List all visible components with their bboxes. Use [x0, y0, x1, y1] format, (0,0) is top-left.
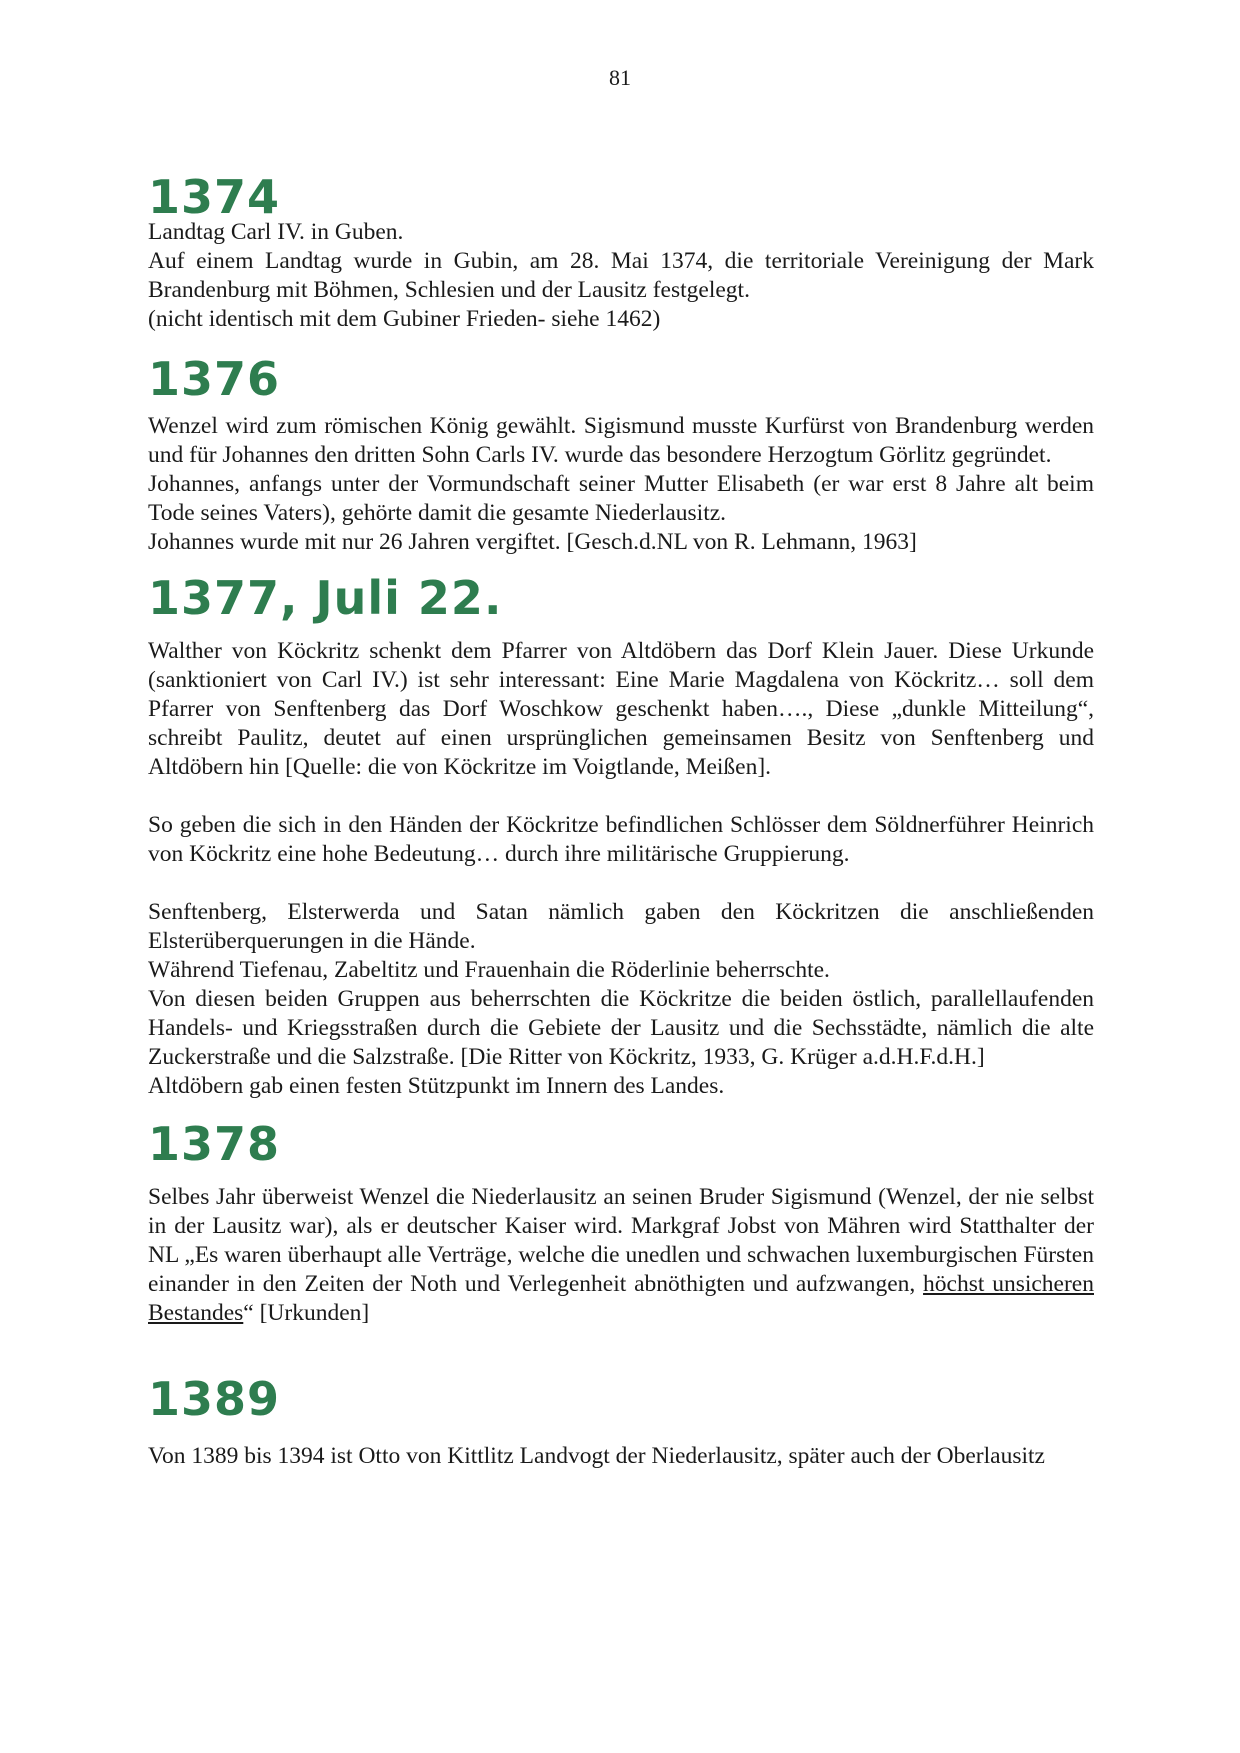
paragraph: Von 1389 bis 1394 ist Otto von Kittlitz Landvogt der Niederlausitz, später auch der Oberlausitz: [148, 1443, 1045, 1469]
section-heading: 1374: [148, 170, 281, 224]
paragraph: Landtag Carl IV. in Guben.: [148, 219, 404, 245]
paragraph: Senftenberg, Elsterwerda und Satan nämlich gaben den Köckritzen die anschließenden Elsterüberquerungen in die Hände.: [148, 899, 1094, 954]
paragraph: So geben die sich in den Händen der Köckritze befindlichen Schlösser dem Söldnerführer Heinrich von Köckritz eine hohe Bedeutung… durch ihre militärische Gruppierung.: [148, 812, 1094, 867]
paragraph: Altdöbern gab einen festen Stützpunkt im Innern des Landes.: [148, 1073, 725, 1099]
section-1374: [148, 172, 1094, 334]
section-heading: 1377, Juli 22.: [148, 571, 503, 625]
section-1378: [148, 1119, 1094, 1328]
paragraph: (nicht identisch mit dem Gubiner Frieden- siehe 1462): [148, 306, 661, 332]
paragraph: Während Tiefenau, Zabeltitz und Frauenhain die Röderlinie beherrschte.: [148, 957, 830, 983]
paragraph: Wenzel wird zum römischen König gewählt. Sigismund musste Kurfürst von Brandenburg werden und für Johannes den dritten Sohn Carls IV. wurde das besondere Herzogtum Görlitz gegründet.: [148, 413, 1094, 468]
paragraph: Von diesen beiden Gruppen aus beherrschten die Köckritze die beiden östlich, parallellaufenden Handels- und Kriegsstraßen durch die Gebiete der Lausitz und die Sechsstädte, nämlich die alte Zuckerstraße und die Salzstraße. [Die Ritter von Köckritz, 1933, G. Krüger a.d.H.F.d.H.]: [148, 986, 1094, 1070]
page-number: 81: [609, 65, 631, 90]
paragraph: Walther von Köckritz schenkt dem Pfarrer von Altdöbern das Dorf Klein Jauer. Diese Urkunde (sanktioniert von Carl IV.) ist sehr interessant: Eine Marie Magdalena von Köckritz… soll dem Pfarrer von Senftenberg das Dorf Woschkow geschenkt haben…., Diese „dunkle Mitteilung“, schreibt Paulitz, deutet auf einen ursprünglichen gemeinsamen Besitz von Senftenberg und Altdöbern hin [Quelle: die von Köckritze im Voigtlande, Meißen].: [148, 638, 1094, 780]
section-1376: [148, 354, 1094, 557]
paragraph: Johannes wurde mit nur 26 Jahren vergiftet. [Gesch.d.NL von R. Lehmann, 1963]: [148, 529, 917, 555]
section-1377-juli-22: [148, 573, 1094, 1101]
section-1389: [148, 1374, 1094, 1471]
paragraph: [148, 1183, 1094, 1328]
page-content: [148, 172, 1094, 1471]
paragraph: Auf einem Landtag wurde in Gubin, am 28. Mai 1374, die territoriale Vereinigung der Mark Brandenburg mit Böhmen, Schlesien und der Lausitz festgelegt.: [148, 248, 1094, 303]
paragraph: Johannes, anfangs unter der Vormundschaft seiner Mutter Elisabeth (er war erst 8 Jahre alt beim Tode seines Vaters), gehörte damit die gesamte Niederlausitz.: [148, 471, 1094, 526]
section-heading: 1378: [148, 1117, 281, 1171]
paragraph-text-end: “ [Urkunden]: [243, 1300, 370, 1326]
section-heading: 1376: [148, 352, 281, 406]
section-heading: 1389: [148, 1372, 281, 1426]
paragraph-text: Selbes Jahr überweist Wenzel die Niederlausitz an seinen Bruder Sigismund (Wenzel, der nie selbst in der Lausitz war), als er deutscher Kaiser wird. Markgraf Jobst von Mähren wird Statthalter der NL „Es waren überhaupt alle Verträge, welche die unedlen und schwachen luxemburgischen Fürsten einander in den Zeiten der Noth und Verlegenheit abnöthigten und aufzwangen,: [148, 1184, 1094, 1297]
underlined-phrase: höchst unsicheren Bestandes: [148, 1271, 1094, 1326]
